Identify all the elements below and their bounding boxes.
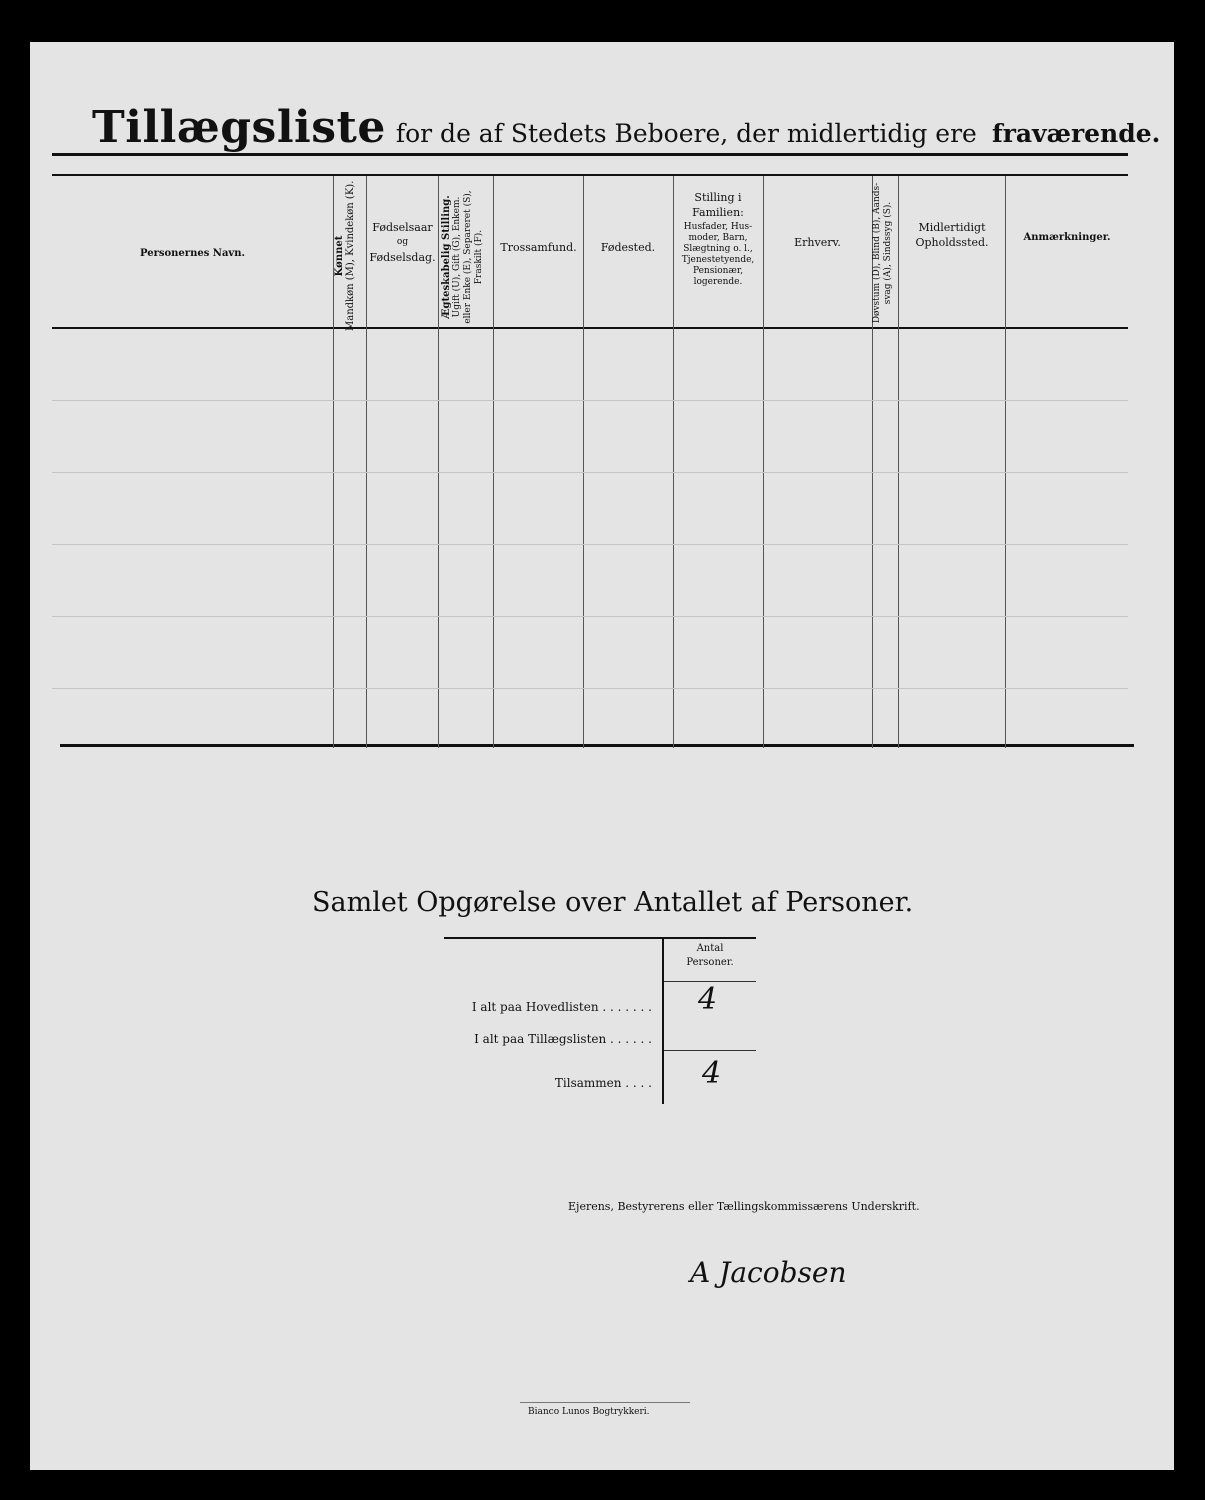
title-main: Tillægsliste <box>92 102 386 153</box>
title-emphasis: fraværende. <box>991 119 1161 148</box>
col-divider <box>763 176 764 748</box>
col-divider <box>438 176 439 748</box>
signature: A Jacobsen <box>690 1256 847 1289</box>
header-marital-l2: Ugift (U), Gift (G), Enkem. <box>452 196 462 318</box>
table-row-line <box>52 544 1128 545</box>
header-family-l5: Slægtning o. l., <box>683 244 753 254</box>
header-disability <box>872 178 898 328</box>
header-family-l2: Familien: <box>692 206 744 219</box>
summary-total-rule <box>664 1050 756 1051</box>
header-gender <box>334 181 366 331</box>
header-family-l3: Husfader, Hus- <box>683 222 753 232</box>
header-residence-l1: Midlertidigt <box>918 221 986 234</box>
header-family-l7: Pensionær, <box>692 266 744 276</box>
printer-rule <box>520 1402 690 1403</box>
header-birthplace: Fødested. <box>600 241 656 254</box>
title-rule <box>52 153 1128 156</box>
summary-title: Samlet Opgørelse over Antallet af Personer. <box>312 887 914 918</box>
title-subtitle: for de af Stedets Beboere, der midlertidig ere <box>395 119 977 148</box>
form-title <box>92 102 1160 153</box>
header-bottom-rule <box>52 327 1128 329</box>
summary-row-label: I alt paa Tillægslisten . . . . . . <box>474 1032 652 1046</box>
summary-row-value: 4 <box>698 982 718 1017</box>
col-divider <box>898 176 899 748</box>
col-divider <box>583 176 584 748</box>
col-divider <box>1005 176 1006 748</box>
header-religion: Trossamfund. <box>500 241 577 254</box>
census-form-sheet <box>30 42 1174 1470</box>
table-row-line <box>52 688 1128 689</box>
header-birth-l2: og <box>396 237 409 247</box>
printer-imprint: Bianco Lunos Bogtrykkeri. <box>528 1407 650 1417</box>
header-gender-title: Kønnet <box>334 235 345 277</box>
header-marital-l4: Fraskilt (F). <box>474 229 484 285</box>
summary-col-header <box>664 942 756 970</box>
header-gender-detail: Mandkøn (M), Kvindekøn (K). <box>345 180 356 331</box>
header-birth-l3: Fødselsdag. <box>369 251 436 264</box>
header-disability-l1: Døvstum (D), Blind (B), Aands- <box>872 182 882 324</box>
summary-top-rule <box>444 937 756 939</box>
header-name: Personernes Navn. <box>139 248 245 259</box>
table-row-line <box>52 472 1128 473</box>
header-marital-l3: eller Enke (E), Separeret (S), <box>463 190 473 324</box>
summary-row-label: I alt paa Hovedlisten . . . . . . . <box>471 1000 652 1014</box>
header-residence-l2: Opholdssted. <box>915 236 989 249</box>
table-row-line <box>52 616 1128 617</box>
summary-col-header-l1: Antal <box>696 943 724 954</box>
summary-col-header-l2: Personer. <box>686 957 734 968</box>
summary-row-label: Tilsammen . . . . <box>554 1076 652 1090</box>
header-family-l4: moder, Barn, <box>688 233 748 243</box>
header-residence <box>899 220 1005 250</box>
table-bottom-rule <box>60 744 1134 747</box>
signature-caption: Ejerens, Bestyrerens eller Tællingskommissærens Underskrift. <box>568 1200 920 1213</box>
table-top-rule <box>52 174 1128 176</box>
col-divider <box>493 176 494 748</box>
table-row-line <box>52 400 1128 401</box>
header-marital <box>441 182 491 332</box>
header-birth <box>367 220 438 265</box>
header-family-l8: logerende. <box>693 277 743 287</box>
header-marital-l1: Ægteskabelig Stilling. <box>441 195 452 319</box>
header-disability-l2: svag (A), Sindssyg (S). <box>883 201 893 305</box>
header-family <box>673 190 763 288</box>
header-remarks: Anmærkninger. <box>1023 232 1111 243</box>
header-occupation: Erhverv. <box>794 236 841 249</box>
header-birth-l1: Fødselsaar <box>372 221 433 234</box>
header-family-l6: Tjenestetyende, <box>681 255 755 265</box>
header-family-l1: Stilling i <box>694 191 742 204</box>
summary-row-value: 4 <box>702 1056 722 1091</box>
